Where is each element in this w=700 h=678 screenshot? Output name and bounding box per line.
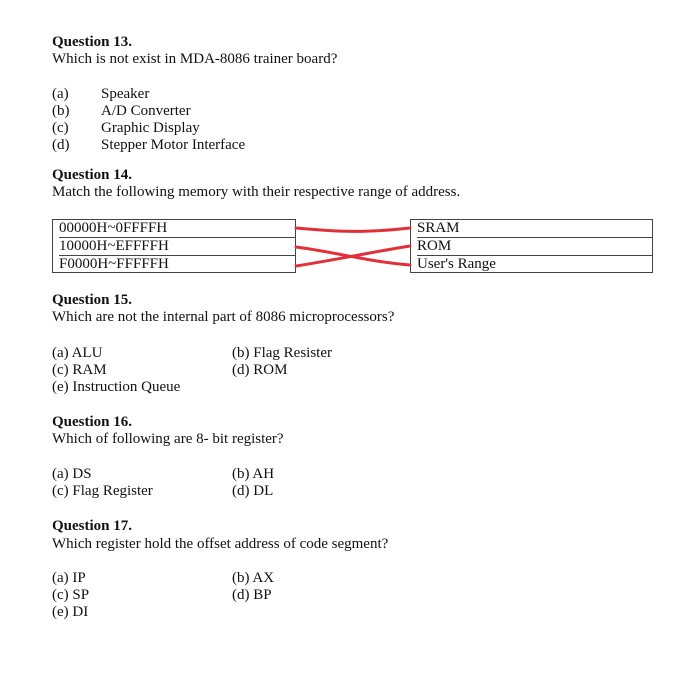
q13-option-b-letter: (b) [52,103,70,119]
address-range-row: F0000H~FFFFFH [59,256,169,272]
q17-text: Which register hold the offset address of code segment? [52,536,389,552]
q14-text: Match the following memory with their respective range of address. [52,184,461,200]
q17-option-d: (d) BP [232,587,272,603]
q13-title: Question 13. [52,34,133,50]
q15-option-c: (c) RAM [52,362,107,378]
q17-option-a: (a) IP [52,570,86,586]
q13-option-d-text: Stepper Motor Interface [101,137,246,153]
memory-type-row: User's Range [417,256,496,272]
q17-option-e: (e) DI [52,604,89,620]
memory-type-row: SRAM [417,220,652,238]
address-range-row: 00000H~0FFFFH [59,220,295,238]
q13-option-a-letter: (a) [52,86,69,102]
q15-option-e: (e) Instruction Queue [52,379,181,395]
memory-type-row: ROM [417,238,652,256]
q17-option-c: (c) SP [52,587,90,603]
q15-text: Which are not the internal part of 8086 microprocessors? [52,309,395,325]
q16-title: Question 16. [52,414,133,430]
q16-option-a: (a) DS [52,466,92,482]
q16-option-d: (d) DL [232,483,274,499]
q17-title: Question 17. [52,518,133,534]
match-line-1 [296,228,410,231]
q15-title: Question 15. [52,292,133,308]
q16-text: Which of following are 8- bit register? [52,431,284,447]
q14-title: Question 14. [52,167,133,183]
q13-option-c-letter: (c) [52,120,69,136]
q13-option-c-text: Graphic Display [101,120,200,136]
q13-option-b-text: A/D Converter [101,103,191,119]
address-range-row: 10000H~EFFFFH [59,238,295,256]
q16-option-c: (c) Flag Register [52,483,153,499]
q15-option-d: (d) ROM [232,362,288,378]
q17-option-b: (b) AX [232,570,275,586]
q16-option-b: (b) AH [232,466,275,482]
q13-text: Which is not exist in MDA-8086 trainer board? [52,51,338,67]
q13-option-d-letter: (d) [52,137,70,153]
q15-option-b: (b) Flag Resister [232,345,332,361]
q15-option-a: (a) ALU [52,345,103,361]
q13-option-a-text: Speaker [101,86,150,102]
